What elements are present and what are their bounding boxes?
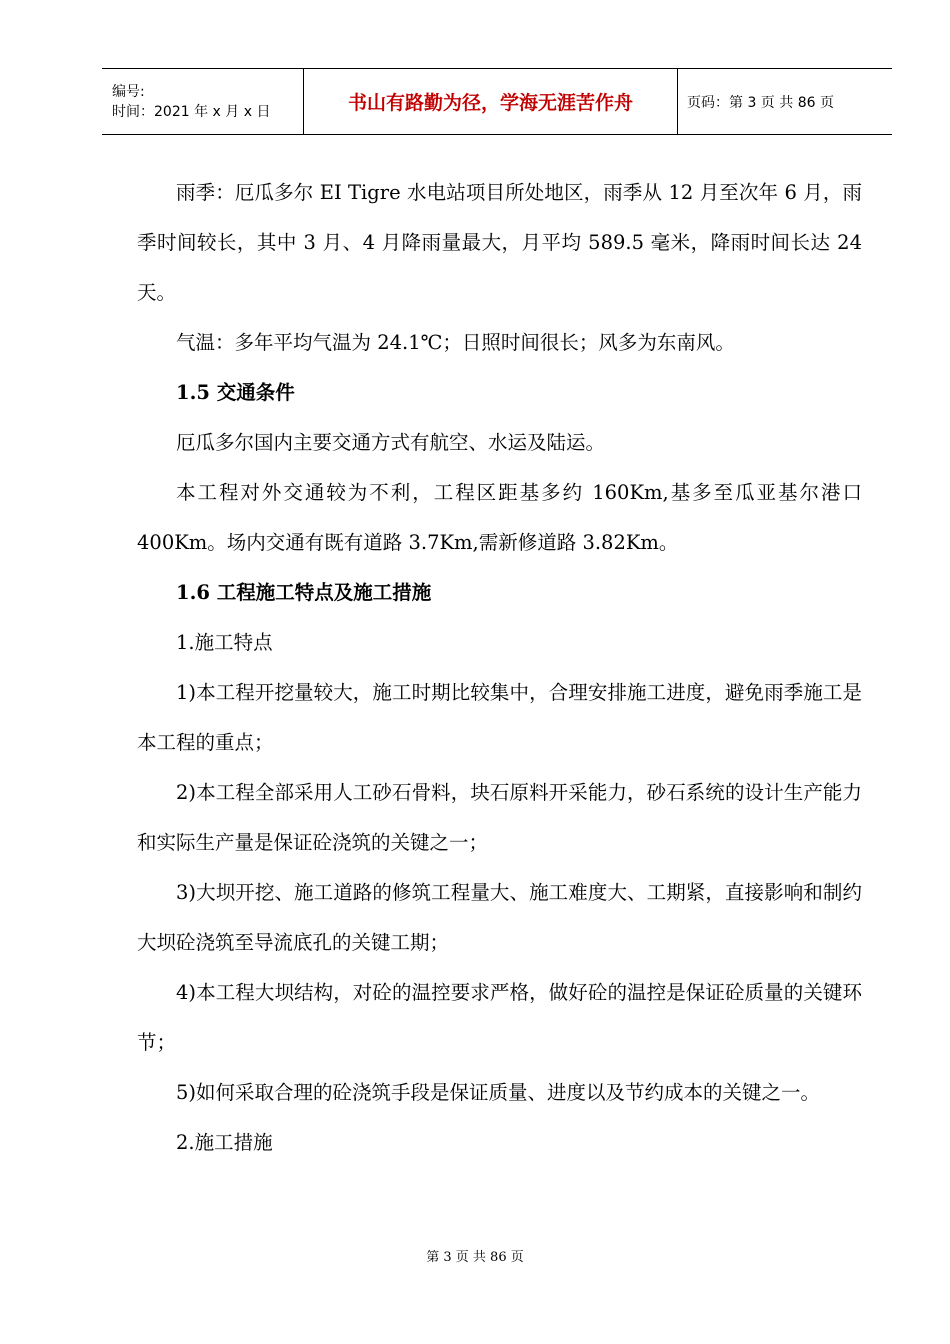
paragraph-measures-title: 2.施工措施	[176, 1131, 273, 1154]
header-meta	[102, 69, 304, 134]
section-heading-traffic: 1.5 交通条件	[176, 381, 295, 404]
time-label: 时间：2021 年 x 月 x 日	[112, 103, 271, 120]
paragraph-traffic-modes: 厄瓜多尔国内主要交通方式有航空、水运及陆运。	[176, 431, 606, 454]
page-footer	[0, 1246, 950, 1265]
paragraph-features-title: 1.施工特点	[176, 631, 273, 654]
number-label: 编号:	[112, 83, 145, 100]
paragraph-traffic-distances: 本工程对外交通较为不利，工程区距基多约 160Km,基多至瓜亚基尔港口 400Km。场内交通有既有道路 3.7Km,需新修道路 3.82Km。	[137, 481, 862, 554]
paragraph-feature-5: 5)如何采取合理的砼浇筑手段是保证质量、进度以及节约成本的关键之一。	[176, 1081, 821, 1104]
page-number-label: 页码：第 3 页 共 86 页	[687, 94, 834, 111]
section-heading-construction: 1.6 工程施工特点及施工措施	[176, 581, 432, 604]
paragraph-feature-2: 2)本工程全部采用人工砂石骨料，块石原料开采能力，砂石系统的设计生产能力和实际生产量是保证砼浇筑的关键之一；	[137, 781, 862, 854]
header-page	[678, 69, 892, 134]
paragraph-rain-season: 雨季：厄瓜多尔 EI Tigre 水电站项目所处地区，雨季从 12 月至次年 6 月，雨季时间较长，其中 3 月、4 月降雨量最大，月平均 589.5 毫米，降雨时间长达 24 天。	[137, 181, 862, 304]
footer-page-number: 第 3 页 共 86 页	[426, 1250, 524, 1265]
paragraph-feature-1: 1)本工程开挖量较大，施工时期比较集中，合理安排施工进度，避免雨季施工是本工程的重点；	[137, 681, 862, 754]
paragraph-feature-4: 4)本工程大坝结构，对砼的温控要求严格，做好砼的温控是保证砼质量的关键环节；	[137, 981, 862, 1054]
paragraph-temperature: 气温：多年平均气温为 24.1℃；日照时间很长；风多为东南风。	[176, 331, 735, 354]
document-body	[137, 168, 862, 1168]
header-motto	[304, 69, 678, 134]
page-header	[102, 68, 892, 135]
paragraph-feature-3: 3)大坝开挖、施工道路的修筑工程量大、施工难度大、工期紧，直接影响和制约大坝砼浇筑至导流底孔的关键工期；	[137, 881, 862, 954]
motto-text: 书山有路勤为径，学海无涯苦作舟	[347, 92, 633, 114]
